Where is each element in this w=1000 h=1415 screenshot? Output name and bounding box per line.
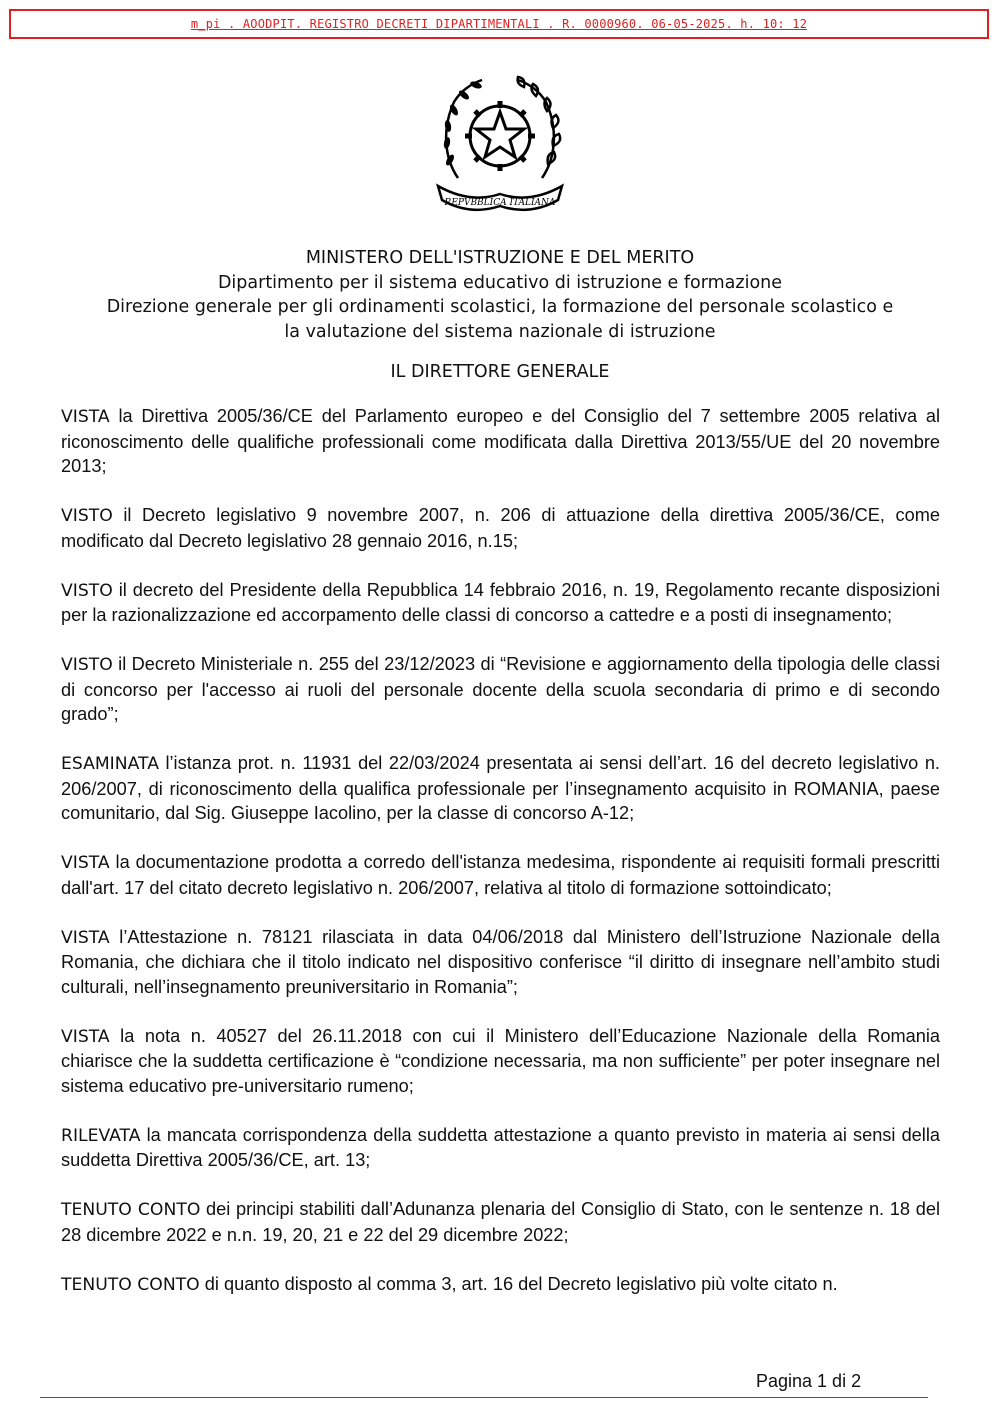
paragraph (61, 652, 940, 727)
document-body (61, 404, 940, 1322)
paragraph-keyword: VISTA (61, 407, 110, 427)
paragraph-text: dei principi stabiliti dall’Adunanza plenaria del Consiglio di Stato, con le sentenze n. 18 del 28 dicembre 2022 e n.n. 19, 20, 21 e 22 del 29 dicembre 2022; (61, 1199, 941, 1245)
paragraph-text: il Decreto legislativo 9 novembre 2007, n. 206 di attuazione della direttiva 2005/36/CE, come modificato dal Decreto legislativo 28 gennaio 2016, n.15; (61, 505, 940, 551)
paragraph-keyword: VISTO (61, 506, 113, 526)
department-name: Dipartimento per il sistema educativo di istruzione e formazione (217, 272, 783, 293)
paragraph-text: il Decreto Ministeriale n. 255 del 23/12/2023 di “Revisione e aggiornamento della tipologia delle classi di concorso per l'accesso ai ruoli del personale docente della scuola secondaria di primo e di secondo grado”; (61, 654, 940, 724)
document-title: IL DIRETTORE GENERALE (390, 362, 610, 382)
emblem-banner-text: REPVBBLICA ITALIANA (444, 198, 556, 208)
paragraph-keyword: TENUTO CONTO (61, 1200, 201, 1220)
footer-divider (40, 1397, 928, 1398)
page-number: Pagina 1 di 2 (756, 1371, 862, 1391)
paragraph (61, 850, 940, 900)
paragraph (61, 503, 940, 553)
paragraph-keyword: VISTA (61, 927, 110, 948)
ministry-name: MINISTERO DELL'ISTRUZIONE E DEL MERITO (305, 248, 695, 268)
paragraph (61, 404, 940, 479)
paragraph-keyword: VISTO (61, 580, 113, 601)
protocol-stamp (9, 9, 989, 39)
paragraph (61, 1024, 940, 1099)
paragraph (61, 1197, 940, 1247)
emblem-icon (430, 68, 570, 218)
paragraph (61, 751, 940, 826)
paragraph-keyword: ESAMINATA (61, 754, 159, 774)
paragraph (61, 1272, 940, 1298)
paragraph-keyword: TENUTO CONTO (61, 1274, 200, 1295)
paragraph-text: di quanto disposto al comma 3, art. 16 del Decreto legislativo più volte citato n. (199, 1273, 838, 1294)
paragraph-text: la documentazione prodotta a corredo dell'istanza medesima, rispondente ai requisiti formali prescritti dall'art. 17 del citato decreto legislativo n. 206/2007, relativa al titolo di formazione sottoindicato; (61, 852, 940, 898)
paragraph-keyword: VISTA (61, 853, 110, 873)
paragraph (61, 578, 940, 628)
paragraph-text: la mancata corrispondenza della suddetta attestazione a quanto previsto in materia ai sensi della suddetta Direttiva 2005/36/CE, art. 13; (61, 1124, 940, 1170)
paragraph-keyword: VISTO (61, 655, 113, 675)
paragraph-keyword: VISTA (61, 1026, 110, 1047)
paragraph-text: il decreto del Presidente della Repubblica 14 febbraio 2016, n. 19, Regolamento recante disposizioni per la razionalizzazione ed accorpamento delle classi di concorso a cattedre e a posti di insegnamento; (61, 579, 940, 625)
paragraph-text: la nota n. 40527 del 26.11.2018 con cui il Ministero dell’Educazione Nazionale della Romania chiarisce che la suddetta certificazione è “condizione necessaria, ma non sufficiente” per poter insegnare nel sistema educativo pre-universitario rumeno; (61, 1025, 940, 1096)
paragraph-keyword: RILEVATA (61, 1125, 141, 1146)
paragraph (61, 925, 940, 1000)
paragraph (61, 1123, 940, 1173)
paragraph-text: l’istanza prot. n. 11931 del 22/03/2024 presentata ai sensi dell’art. 16 del decreto legislativo n. 206/2007, di riconoscimento della qualifica professionale per l’insegnamento acquisito in ROMANIA, paese comunitario, dal Sig. Giuseppe Iacolino, per la classe di concorso A-12; (61, 753, 940, 823)
document-header (40, 246, 960, 344)
direction-name-line1: Direzione generale per gli ordinamenti scolastici, la formazione del personale scolastico e (106, 297, 894, 317)
protocol-stamp-text: m_pi . AOODPIT. REGISTRO DECRETI DIPARTIMENTALI . R. 0000960. 06-05-2025. h. 10: 12 (190, 17, 808, 31)
paragraph-text: l’Attestazione n. 78121 rilasciata in data 04/06/2018 dal Ministero dell’Istruzione Nazionale della Romania, che dichiara che il titolo indicato nel dispositivo conferisce “il diritto di insegnare nell’ambito studi culturali, nell’insegnamento preuniversitario in Romania”; (61, 926, 940, 997)
paragraph-text: la Direttiva 2005/36/CE del Parlamento europeo e del Consiglio del 7 settembre 2005 relativa al riconoscimento delle qualifiche professionali come modificata dalla Direttiva 2013/55/UE del 20 novembre 2013; (61, 406, 940, 476)
italian-republic-emblem (430, 68, 570, 218)
direction-name-line2: la valutazione del sistema nazionale di istruzione (284, 321, 716, 342)
